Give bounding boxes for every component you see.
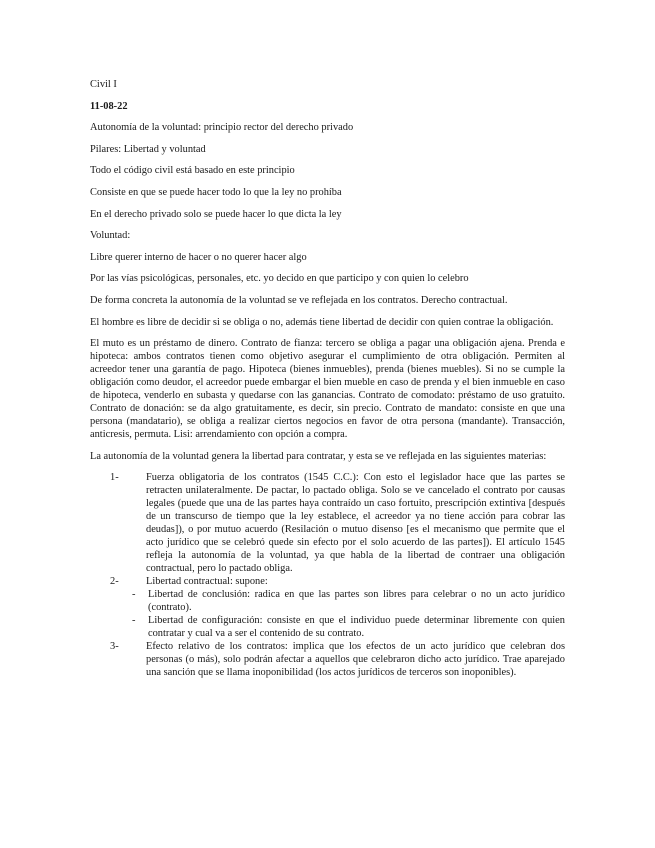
sub-list-item (90, 614, 565, 640)
paragraph: Libre querer interno de hacer o no querer hacer algo (90, 251, 307, 263)
doc-date: 11-08-22 (90, 100, 128, 112)
paragraph: Consiste en que se puede hacer todo lo que la ley no prohíba (90, 186, 342, 198)
numbered-list (90, 471, 565, 679)
paragraph: El muto es un préstamo de dinero. Contrato de fianza: tercero se obliga a pagar una obligación ajena. Prenda e hipoteca: ambos contratos tienen como objetivo asegurar el cumplimiento de otra obligación. Permiten al acreedor tener una garantía de pago. Hipoteca (bienes inmuebles), prenda (bienes muebles). Si no se cumple la obligación como deudor, el acreedor puede embargar el bien mueble en caso de prenda y el bien inmueble en caso de hipoteca, venderlo en subasta y quedarse con las ganancias. Contrato de comodato: préstamo de uso gratuito. Contrato de donación: se da algo gratuitamente, es decir, sin precio. Contrato de mandato: consiste en que una persona (mandatario), se obliga a realizar ciertos negocios en favor de otra persona (mandante). Transacción, anticresis, permuta. Lisi: arrendamiento con opción a compra. (90, 338, 565, 441)
paragraph: Autonomía de la voluntad: principio rector del derecho privado (90, 122, 354, 134)
paragraph: Voluntad: (90, 230, 131, 242)
list-item-text: Fuerza obligatoria de los contratos (1545 C.C.): Con esto el legislador hace que las partes se retracten unilateralmente. De pactar, lo pactado obliga. Solo se ve cancelado el contrato por causas legales (puede que una de las partes haya contraído un caso fortuito, prescripción extintiva [después de un transcurso de tiempo que la ley establece, el acreedor ya no tiene acción para cobrar las deudas]), o por mutuo acuerdo (Resilación o mutuo disenso [es el mecanismo que permite que el acto jurídico que se celebró quede sin efecto por el solo acuerdo de las partes]). El artículo 1545 refleja la autonomía de la voluntad, ya que habla de la libertad de contraer una obligación contractual, pero lo pactado obliga. (146, 472, 565, 575)
list-item-text: Efecto relativo de los contratos: implica que los efectos de un acto jurídico que celebran dos personas (o más), solo podrán afectar a aquellos que celebraron dicho acto jurídico. Trae aparejado una sanción que se llama inoponibilidad (los actos jurídicos de terceros son inoponibles). (146, 641, 565, 679)
sub-item-text: Libertad de configuración: consiste en que el individuo puede determinar libremente con quien contratar y cual va a ser el contenido de su contrato. (148, 615, 565, 640)
paragraph: El hombre es libre de decidir si se obliga o no, además tiene libertad de decidir con quien contrae la obligación. (90, 316, 554, 328)
paragraph: De forma concreta la autonomía de la voluntad se ve reflejada en los contratos. Derecho contractual. (90, 294, 508, 306)
list-item (90, 575, 565, 588)
list-number: 1- (110, 472, 119, 484)
list-item (90, 640, 565, 679)
dash-bullet: - (132, 615, 136, 627)
doc-title: Civil I (90, 79, 117, 90)
paragraph: Pilares: Libertad y voluntad (90, 143, 206, 155)
list-item (90, 471, 565, 575)
sub-list (90, 588, 565, 640)
dash-bullet: - (132, 589, 136, 601)
paragraph: En el derecho privado solo se puede hacer lo que dicta la ley (90, 208, 342, 220)
list-number: 3- (110, 641, 119, 653)
sub-item-text: Libertad de conclusión: radica en que las partes son libres para celebrar o no un acto jurídico (contrato). (148, 589, 565, 614)
paragraph: La autonomía de la voluntad genera la libertad para contratar, y esta se ve reflejada en las siguientes materias: (90, 450, 547, 462)
paragraph: Por las vías psicológicas, personales, etc. yo decido en que participo y con quien lo celebro (90, 273, 469, 285)
paragraph: Todo el código civil está basado en este principio (90, 165, 295, 177)
list-number: 2- (110, 576, 119, 588)
sub-list-item (90, 588, 565, 614)
list-item-text: Libertad contractual: supone: (146, 576, 268, 588)
